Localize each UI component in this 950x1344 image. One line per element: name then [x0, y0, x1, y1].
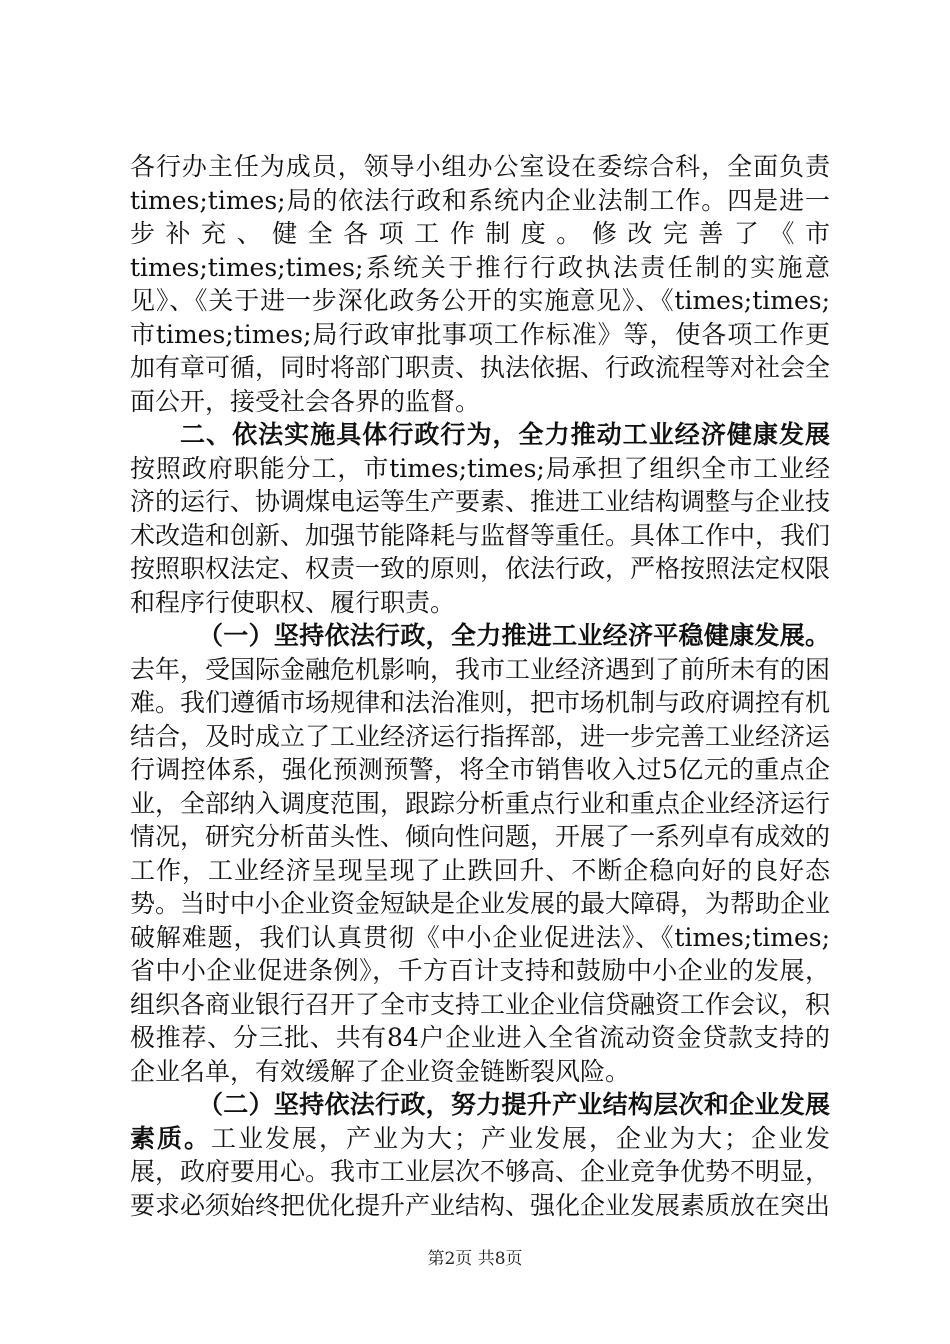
- document-body: [130, 150, 830, 1222]
- paragraph-4: [130, 1088, 830, 1222]
- page-footer: 第2页 共8页: [427, 1249, 523, 1269]
- paragraph-3-body: 去年，受国际金融危机影响，我市工业经济遇到了前所未有的困难。我们遵循市场规律和法治准则，把市场机制与政府调控有机结合，及时成立了工业经济运行指挥部，进一步完善工业经济运行调控体系，强化预测预警，将全市销售收入过5亿元的重点企业，全部纳入调度范围，跟踪分析重点行业和重点企业经济运行情况，研究分析苗头性、倾向性问题，开展了一系列卓有成效的工作，工业经济呈现呈现了止跌回升、不断企稳向好的良好态势。当时中小企业资金短缺是企业发展的最大障碍，为帮助企业破解难题，我们认真贯彻《中小企业促进法》、《times;times;省中小企业促进条例》，千方百计支持和鼓励中小企业的发展，组织各商业银行召开了全市支持工业企业信贷融资工作会议，积极推荐、分三批、共有84户企业进入全省流动资金贷款支持的企业名单，有效缓解了企业资金链断裂风险。: [130, 654, 831, 1086]
- subsection-heading-1: （一）坚持依法行政，全力推进工业经济平稳健康发展。: [198, 621, 830, 650]
- paragraph-3: [130, 619, 830, 1088]
- paragraph-2: [130, 418, 830, 619]
- section-heading-2: 二、依法实施具体行政行为，全力推动工业经济健康发展: [180, 420, 830, 449]
- paragraph-4-body: 工业发展，产业为大；产业发展，企业为大；企业发展，政府要用心。我市工业层次不够高、企业竞争优势不明显，要求必须始终把优化提升产业结构、强化企业发展素质放在突出: [130, 1123, 831, 1220]
- subsection-heading-2: （二）坚持依法行政，努力提升产业结构层次和企业发展素质。: [130, 1090, 830, 1153]
- paragraph-1: 各行办主任为成员，领导小组办公室设在委综合科，全面负责times;times;局的依法行政和系统内企业法制工作。四是进一步补充、健全各项工作制度。修改完善了《市times;times;times;系统关于推行行政执法责任制的实施意见》、《关于进一步深化政务公开的实施意见》、《times;times;市times;times;局行政审批事项工作标准》等，使各项工作更加有章可循，同时将部门职责、执法依据、行政流程等对社会全面公开，接受社会各界的监督。: [130, 152, 831, 416]
- paragraph-2-body: 按照政府职能分工，市times;times;局承担了组织全市工业经济的运行、协调煤电运等生产要素、推进工业结构调整与企业技术改造和创新、加强节能降耗与监督等重任。具体工作中，我们按照职权法定、权责一致的原则，依法行政，严格按照法定权限和程序行使职权、履行职责。: [130, 453, 831, 617]
